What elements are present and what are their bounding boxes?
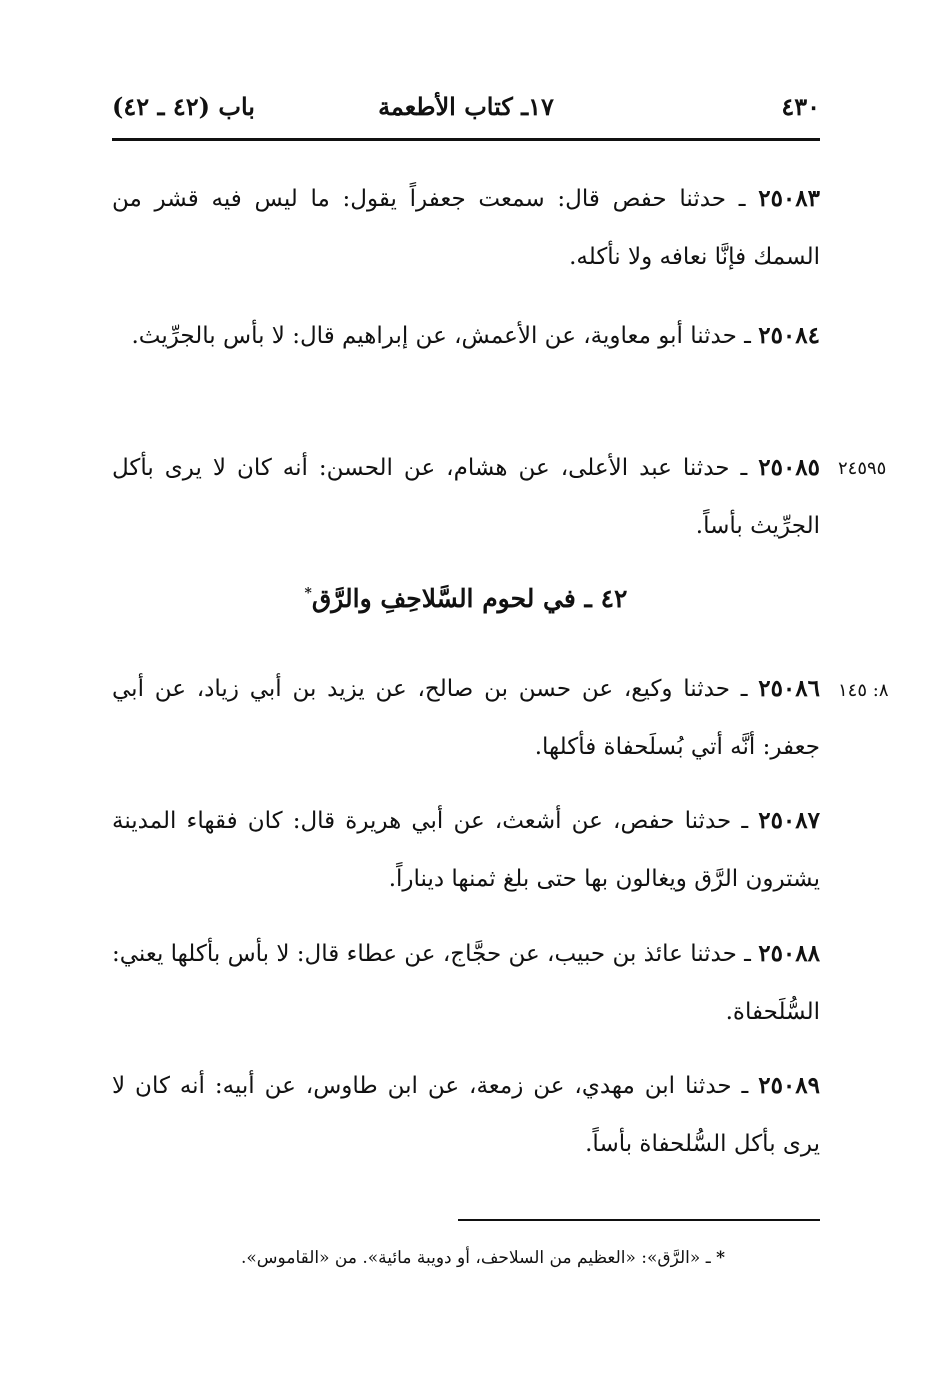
- hadith-text: ـ حدثنا أبو معاوية، عن الأعمش، عن إبراهيم قال: لا بأس بالجرِّيث.: [131, 323, 759, 349]
- hadith-number: ٢٥٠٨٦: [758, 675, 820, 702]
- book-title: ١٧ـ كتاب الأطعمة: [378, 92, 554, 121]
- header-rule: [112, 138, 820, 141]
- hadith-number: ٢٥٠٨٩: [758, 1072, 820, 1099]
- hadith-25084: [112, 307, 820, 365]
- hadith-text: ـ حدثنا ابن مهدي، عن زمعة، عن ابن طاوس، عن أبيه: أنه كان لا يرى بأكل السُّلحفاة بأساً.: [112, 1073, 820, 1157]
- hadith-number: ٢٥٠٨٨: [758, 940, 820, 967]
- hadith-25083: [112, 170, 820, 286]
- hadith-number: ٢٥٠٨٧: [758, 807, 820, 834]
- margin-reference: ٨: ١٤٥: [838, 680, 889, 701]
- hadith-text: ـ حدثنا عائذ بن حبيب، عن حجَّاج، عن عطاء قال: لا بأس بأكلها يعني: السُّلَحفاة.: [112, 941, 820, 1025]
- page-header: [112, 92, 820, 132]
- hadith-25089: [112, 1057, 820, 1173]
- hadith-25088: [112, 925, 820, 1041]
- hadith-text: ـ حدثنا حفص، عن أشعث، عن أبي هريرة قال: كان فقهاء المدينة يشترون الرَّق ويغالون بها حتى بلغ ثمنها ديناراً.: [112, 808, 820, 892]
- page-number: ٤٣٠: [781, 92, 820, 121]
- footnote: [112, 1248, 725, 1268]
- section-heading: [112, 584, 820, 613]
- footnote-rule: [458, 1219, 820, 1221]
- hadith-text: ـ حدثنا وكيع، عن حسن بن صالح، عن يزيد بن أبي زياد، عن أبي جعفر: أنَّه أتي بُسلَحفاة فأكلها.: [112, 676, 820, 760]
- footnote-marker: *: [716, 1248, 725, 1268]
- chapter-range: باب (٤٢ ـ ٤٢): [112, 92, 255, 121]
- hadith-number: ٢٥٠٨٤: [758, 322, 820, 349]
- hadith-25087: [112, 792, 820, 908]
- hadith-25085: [112, 439, 820, 555]
- hadith-number: ٢٥٠٨٣: [758, 185, 820, 212]
- footnote-marker: *: [304, 585, 312, 602]
- hadith-text: ـ حدثنا عبد الأعلى، عن هشام، عن الحسن: أنه كان لا يرى بأكل الجرِّيث بأساً.: [112, 455, 820, 539]
- hadith-25086: [112, 660, 820, 776]
- margin-reference: ٢٤٥٩٥: [838, 458, 887, 479]
- section-heading-text: ٤٢ ـ في لحوم السَّلاحِفِ والرَّق: [311, 584, 628, 613]
- hadith-text: ـ حدثنا حفص قال: سمعت جعفراً يقول: ما ليس فيه قشر من السمك فإنَّا نعافه ولا نأكله.: [112, 186, 820, 270]
- footnote-text: ـ «الرَّق»: «العظيم من السلاحف، أو دويبة مائية». من «القاموس».: [241, 1248, 717, 1268]
- hadith-number: ٢٥٠٨٥: [758, 454, 821, 481]
